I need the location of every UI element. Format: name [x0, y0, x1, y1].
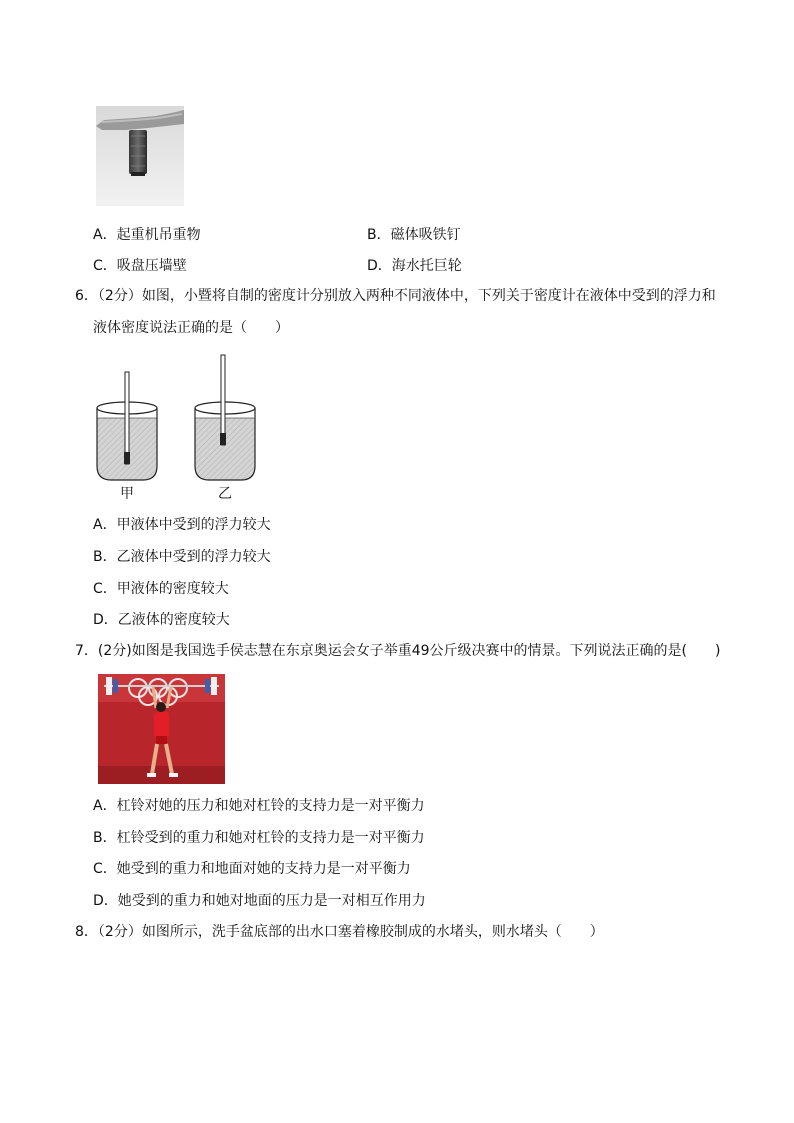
figure-label-jia: 甲 [120, 486, 134, 502]
q6-option-c: C．甲液体的密度较大 [93, 581, 229, 597]
q8-stem: 8．（2分）如图所示，洗手盆底部的出水口塞着橡胶制成的水堵头，则水堵头（ ） [75, 924, 604, 940]
q6-stem-line2: 液体密度说法正确的是（ ） [93, 320, 289, 336]
q7-option-d: D．她受到的重力和她对地面的压力是一对相互作用力 [93, 893, 426, 909]
q5-option-b: B．磁体吸铁钉 [367, 227, 461, 243]
q6-option-a: A．甲液体中受到的浮力较大 [93, 517, 271, 533]
q7-option-c: C．她受到的重力和地面对她的支持力是一对平衡力 [93, 861, 411, 877]
suction-cup-photo [96, 106, 184, 206]
figure-label-yi: 乙 [218, 486, 232, 502]
q6-option-d: D．乙液体的密度较大 [93, 612, 230, 628]
q5-option-c: C．吸盘压墙壁 [93, 258, 187, 274]
q7-stem: 7．(2分)如图是我国选手侯志慧在东京奥运会女子举重49公斤级决赛中的情景。下列说法正确的是( ) [75, 643, 721, 659]
q6-option-b: B．乙液体中受到的浮力较大 [93, 549, 271, 565]
q5-option-a: A．起重机吊重物 [93, 227, 201, 243]
q5-option-d: D．海水托巨轮 [367, 258, 462, 274]
q7-option-a: A．杠铃对她的压力和她对杠铃的支持力是一对平衡力 [93, 798, 425, 814]
density-meter-figure [92, 352, 272, 484]
weightlifter-photo [98, 674, 225, 784]
q7-option-b: B．杠铃受到的重力和她对杠铃的支持力是一对平衡力 [93, 830, 425, 846]
q6-stem-line1: 6．（2分）如图，小暨将自制的密度计分别放入两种不同液体中，下列关于密度计在液体中受到的浮力和 [75, 288, 716, 304]
